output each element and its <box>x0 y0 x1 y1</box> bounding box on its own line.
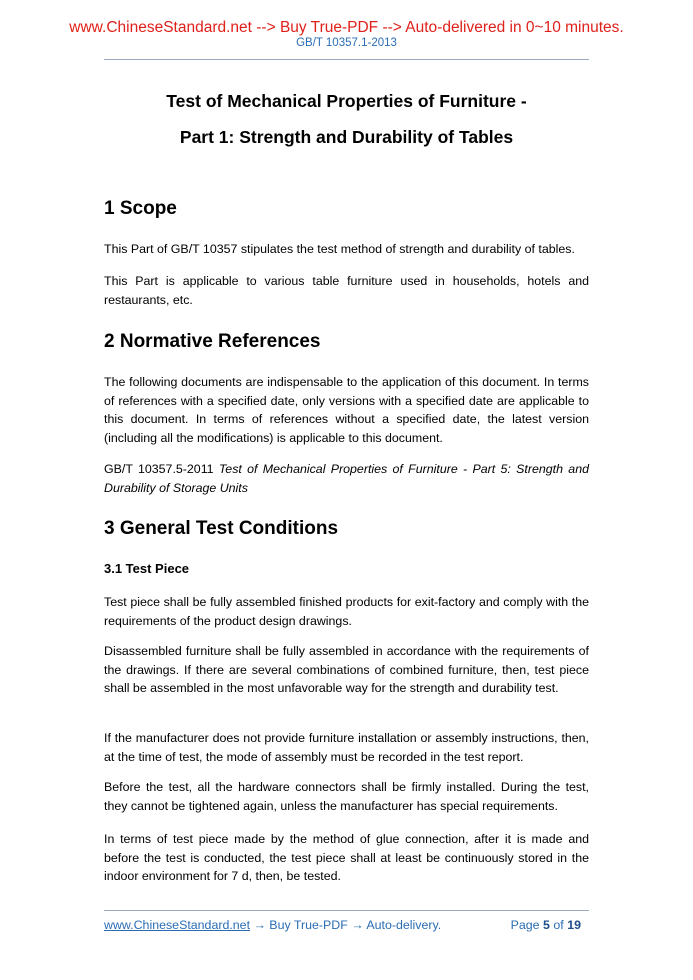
normative-reference-entry <box>104 460 589 497</box>
total-pages: 19 <box>567 918 581 932</box>
section-heading-normative-references: 2 Normative References <box>104 331 321 352</box>
test-piece-paragraph-2: Disassembled furniture shall be fully assembled in accordance with the requirements of the drawings. If there are several combinations of combined furniture, then, test piece shall be assembled in the most unfavorable way for the strength and durability test. <box>104 644 589 695</box>
scope-paragraph-2: This Part is applicable to various table furniture used in households, hotels and restaurants, etc. <box>104 274 589 307</box>
page-label: Page <box>510 918 540 932</box>
reference-title: Test of Mechanical Properties of Furniture - Part 5: Strength and Durability of Storage Units <box>104 462 589 495</box>
section-heading-scope: 1 Scope <box>104 198 177 219</box>
test-piece-paragraph-3: If the manufacturer does not provide furniture installation or assembly instructions, then, at the time of test, the mode of assembly must be recorded in the test report. <box>104 731 589 764</box>
test-piece-paragraph-5: In terms of test piece made by the method of glue connection, after it is made and before the test is conducted, the test piece shall at least be continuously stored in the indoor environment for 7 d, then, be tested. <box>104 832 589 883</box>
page-number: 5 <box>543 918 550 932</box>
reference-code: GB/T 10357.5-2011 <box>104 462 214 476</box>
footer-divider <box>104 910 589 911</box>
header-divider <box>104 59 589 60</box>
normative-paragraph-1: The following documents are indispensable to the application of this document. In terms of references with a specified date, only versions with a specified date are applicable to this document. In terms of references without a specified date, the latest version (including all the modifications) is applicable to this document. <box>104 375 589 445</box>
standard-code: GB/T 10357.1-2013 <box>296 37 397 49</box>
subsection-heading-test-piece: 3.1 Test Piece <box>104 561 190 576</box>
document-title-line-2: Part 1: Strength and Durability of Tables <box>179 127 514 147</box>
footer-link-text: → Buy True-PDF → Auto-delivery. <box>250 918 442 932</box>
page-indicator <box>511 918 581 932</box>
promo-banner[interactable]: www.ChineseStandard.net --> Buy True-PDF --> Auto-delivered in 0~10 minutes. <box>69 19 624 36</box>
scope-paragraph-1: This Part of GB/T 10357 stipulates the test method of strength and durability of tables. <box>104 242 575 256</box>
test-piece-paragraph-4: Before the test, all the hardware connectors shall be firmly installed. During the test, they cannot be tightened again, unless the manufacturer has special requirements. <box>104 780 589 813</box>
document-title-line-1: Test of Mechanical Properties of Furniture - <box>166 91 527 111</box>
of-label: of <box>553 918 564 932</box>
footer-url[interactable]: www.ChineseStandard.net <box>104 918 251 932</box>
footer-link[interactable] <box>104 918 441 932</box>
test-piece-paragraph-1: Test piece shall be fully assembled finished products for exit-factory and comply with the requirements of the product design drawings. <box>104 595 589 628</box>
section-heading-general-test-conditions: 3 General Test Conditions <box>104 518 339 539</box>
